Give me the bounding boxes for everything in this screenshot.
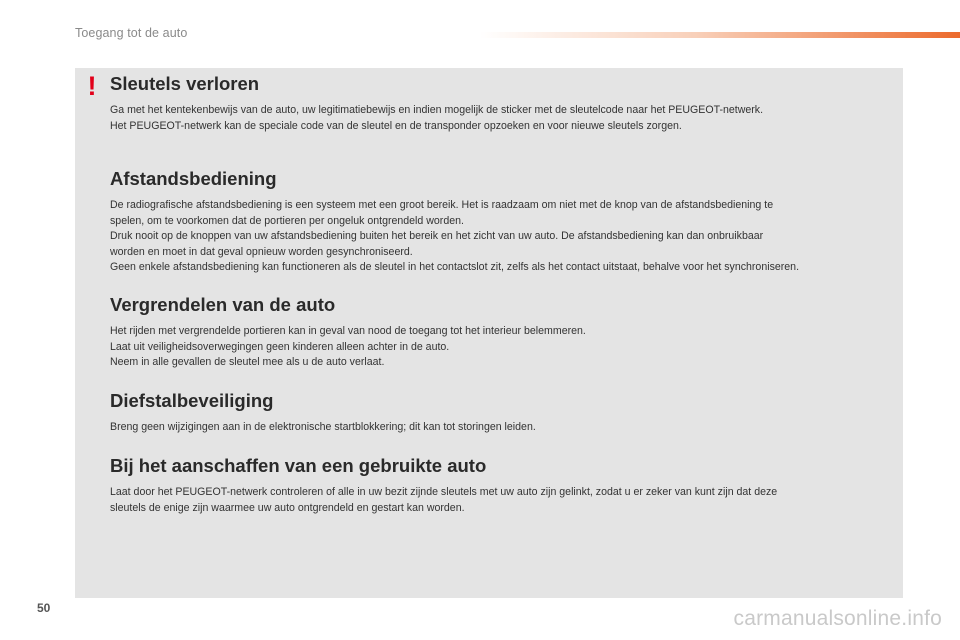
body-line: spelen, om te voorkomen dat de portieren per ongeluk ontgrendeld worden. xyxy=(110,214,464,227)
section-body xyxy=(110,420,900,436)
section-gebruikte-auto xyxy=(110,455,900,516)
body-line: Neem in alle gevallen de sleutel mee als u de auto verlaat. xyxy=(110,356,385,368)
body-line: De radiografische afstandsbediening is een systeem met een groot bereik. Het is raadzaam om niet met de knop van de afstandsbediening te xyxy=(110,199,774,211)
section-diefstalbeveiliging xyxy=(110,390,900,436)
section-body xyxy=(110,103,900,134)
section-heading: Sleutels verloren xyxy=(110,73,260,94)
body-line: Ga met het kentekenbewijs van de auto, uw legitimatiebewijs en indien mogelijk de sticker met de sleutelcode naar het PEUGEOT-netwerk. xyxy=(110,104,764,116)
section-sleutels-verloren xyxy=(110,73,900,134)
body-line: worden en moet in dat geval opnieuw worden gesynchroniseerd. xyxy=(110,245,413,258)
body-line: Laat uit veiligheidsoverwegingen geen kinderen alleen achter in de auto. xyxy=(110,340,450,353)
section-heading: Vergrendelen van de auto xyxy=(110,294,336,315)
body-line: Het PEUGEOT-netwerk kan de speciale code van de sleutel en de transponder opzoeken en voor nieuwe sleutels zorgen. xyxy=(110,119,682,132)
body-line: Breng geen wijzigingen aan in de elektronische startblokkering; dit kan tot storingen leiden. xyxy=(110,421,536,433)
section-body xyxy=(110,485,900,516)
body-line: Geen enkele afstandsbediening kan functioneren als de sleutel in het contactslot zit, zelfs als het contact uitstaat, behalve voor het synchroniseren. xyxy=(110,261,800,273)
section-afstandsbediening xyxy=(110,168,900,276)
body-line: sleutels de enige zijn waarmee uw auto ontgrendeld en gestart kan worden. xyxy=(110,501,465,514)
section-heading: Bij het aanschaffen van een gebruikte auto xyxy=(110,455,487,476)
page-header-title: Toegang tot de auto xyxy=(75,26,188,40)
section-body xyxy=(110,324,900,371)
body-line: Laat door het PEUGEOT-netwerk controleren of alle in uw bezit zijnde sleutels met uw auto zijn gelinkt, zodat u er zeker van kunt zijn dat deze xyxy=(110,486,778,498)
page-number: 50 xyxy=(37,601,51,615)
header-accent-bar xyxy=(480,32,960,38)
section-heading: Afstandsbediening xyxy=(110,168,277,189)
exclamation-icon: ! xyxy=(87,71,97,101)
watermark: carmanualsonline.info xyxy=(733,607,942,630)
body-line: Het rijden met vergrendelde portieren kan in geval van nood de toegang tot het interieur belemmeren. xyxy=(110,325,586,337)
section-vergrendelen xyxy=(110,294,900,371)
body-line: Druk nooit op de knoppen van uw afstandsbediening buiten het bereik en het zicht van uw auto. De afstandsbediening kan dan onbruikbaar xyxy=(110,230,764,242)
section-body xyxy=(110,198,900,276)
section-heading: Diefstalbeveiliging xyxy=(110,390,274,411)
